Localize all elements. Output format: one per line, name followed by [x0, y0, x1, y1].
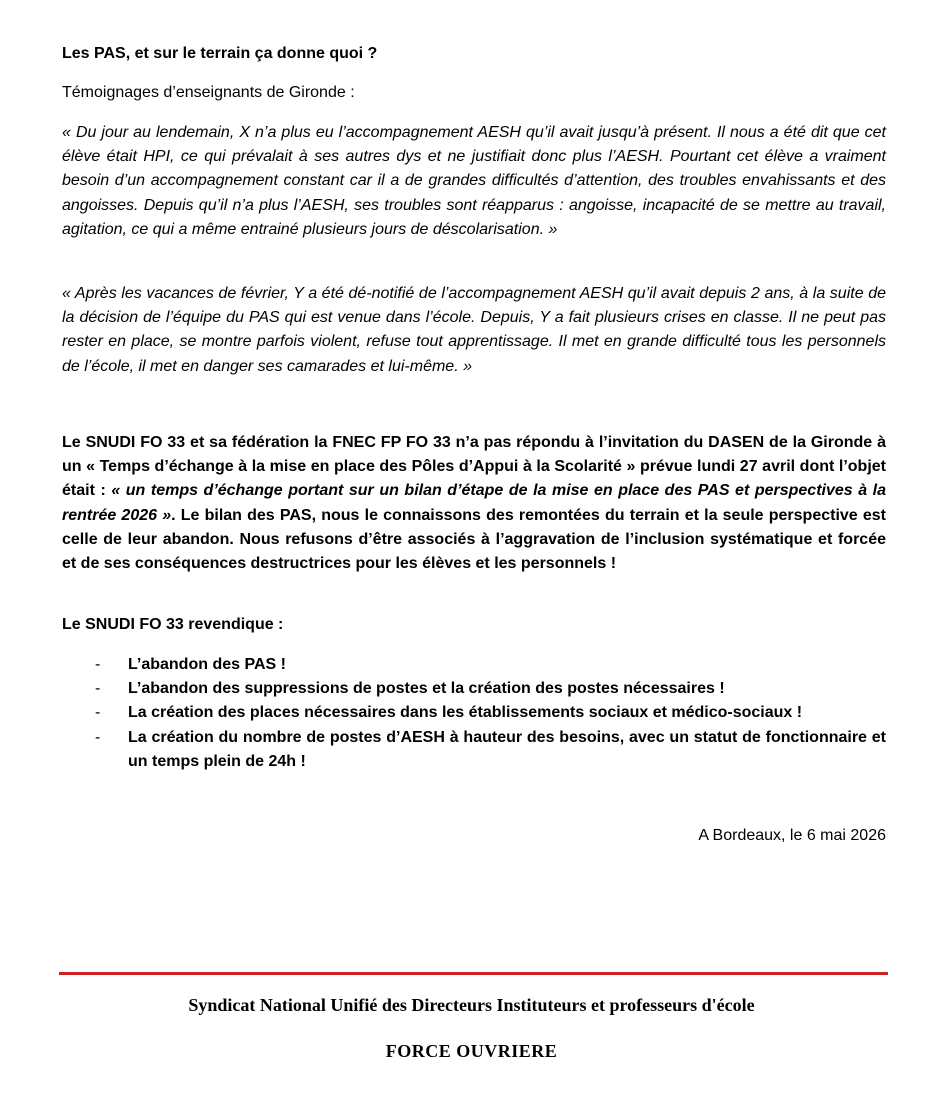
union-statement — [62, 431, 886, 576]
testimony-quote-2: « Après les vacances de février, Y a été dé-notifié de l’accompagnement AESH qu’il avait depuis 2 ans, à la suite de la décision de l’équipe du PAS qui est venue dans l’école. Depuis, Y a fait plusieurs crises en classe. Il ne peut pas rester en place, se montre parfois violent, refuse tout apprentissage. Il met en grande difficulté tous les personnels de l’école, il met en danger ses camarades et lui-même. » — [62, 285, 886, 375]
claim-item — [62, 726, 886, 774]
claim-bullet: - — [95, 656, 101, 673]
claims-list — [62, 653, 886, 774]
testimony-quote-1: « Du jour au lendemain, X n’a plus eu l’accompagnement AESH qu’il avait jusqu’à présent. Il nous a été dit que cet élève était HPI, ce qui prévalait à ses autres dys et ne justifiait donc plus l’AESH. Pourtant cet élève a vraiment besoin d’un accompagnement constant car il a de grandes difficultés d’attention, des troubles envahissants et des angoisses. Depuis qu’il n’a plus l’AESH, ses troubles sont réapparus : angoisse, incapacité de se mettre au travail, agitation, ce qui a même entrainé plusieurs jours de déscolarisation. » — [62, 124, 886, 238]
claim-text: L’abandon des suppressions de postes et la création des postes nécessaires ! — [128, 680, 725, 698]
claim-text: La création des places nécessaires dans les établissements sociaux et médico-sociaux ! — [128, 704, 803, 722]
claim-item — [62, 701, 886, 725]
place-and-date: A Bordeaux, le 6 mai 2026 — [698, 827, 886, 844]
claim-item — [62, 677, 886, 701]
footer-divider — [59, 972, 888, 975]
document-title: Les PAS, et sur le terrain ça donne quoi ? — [62, 45, 378, 62]
claims-heading: Le SNUDI FO 33 revendique : — [62, 616, 284, 633]
claim-bullet: - — [95, 704, 101, 722]
claim-bullet: - — [95, 728, 101, 746]
claim-bullet: - — [95, 680, 101, 698]
statement-text-1: Le SNUDI FO 33 et sa fédération la FNEC FP FO 33 n’a pas répondu à l’invitation du DASEN de la Gironde à un « Temps d’échange à la mise en place des Pôles d’Appui à la Scolarité » prévue lundi 27 avril dont l’objet était : — [62, 434, 886, 500]
claim-text: L’abandon des PAS ! — [128, 656, 286, 673]
statement-quoted-object: « un temps d’échange portant sur un bilan d’étape de la mise en place des PAS et perspectives à la rentrée 2026 » — [62, 482, 886, 524]
footer-union-name: FORCE OUVRIERE — [385, 1041, 558, 1061]
footer-organization-name: Syndicat National Unifié des Directeurs Instituteurs et professeurs d'école — [188, 995, 755, 1015]
statement-text-2: . Le bilan des PAS, nous le connaissons des remontées du terrain et la seule perspective est celle de leur abandon. Nous refusons d’être associés à l’aggravation de l’inclusion systématique et forcée et de ses conséquences destructrices pour les élèves et les personnels ! — [62, 506, 886, 573]
claim-text: La création du nombre de postes d’AESH à hauteur des besoins, avec un statut de fonctionnaire et un temps plein de 24h ! — [128, 728, 886, 770]
claim-item — [62, 653, 886, 677]
testimonies-intro: Témoignages d’enseignants de Gironde : — [62, 84, 355, 101]
